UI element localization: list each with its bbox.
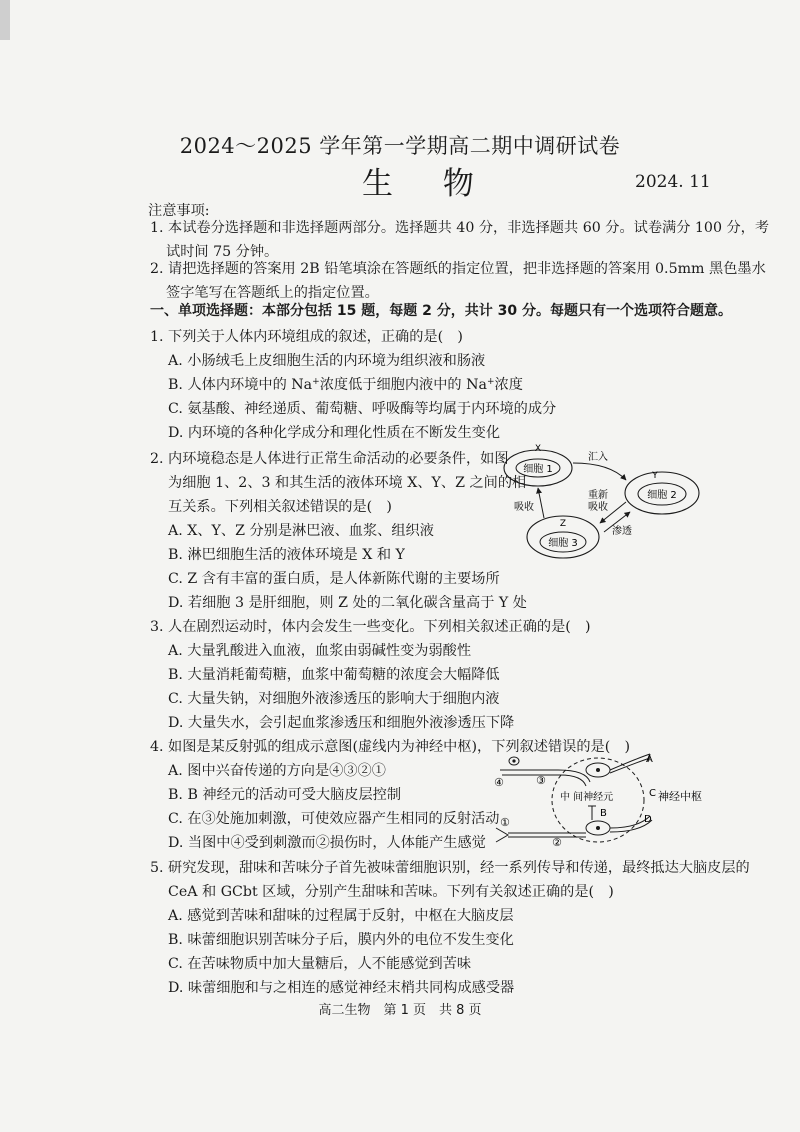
q4-option-b: B. B 神经元的活动可受大脑皮层控制 xyxy=(168,787,402,803)
q5-option-b: B. 味蕾细胞识别苦味分子后，膜内外的电位不发生变化 xyxy=(168,932,514,948)
label-a: A xyxy=(646,754,653,765)
q3-option-b: B. 大量消耗葡萄糖，血浆中葡萄糖的浓度会大幅降低 xyxy=(168,667,500,683)
q1-option-b: B. 人体内环境中的 Na+浓度低于细胞内液中的 Na+浓度 xyxy=(168,377,523,393)
notice-item-1: 1. 本试卷分选择题和非选择题两部分。选择题共 40 分，非选择题共 60 分。试卷满分 100 分，考 xyxy=(150,220,770,236)
q2-option-a: A. X、Y、Z 分别是淋巴液、血浆、组织液 xyxy=(168,523,434,539)
reflex-arc-diagram xyxy=(488,748,708,848)
label-shentou: 渗透 xyxy=(612,526,632,537)
label-xishou-left: 吸收 xyxy=(514,502,534,513)
exam-date: 2024. 11 xyxy=(635,172,711,192)
cell-3-label: 细胞 3 xyxy=(548,538,578,549)
body-fluid-diagram xyxy=(500,438,725,568)
label-4: ④ xyxy=(494,776,504,789)
q1-stem: 1. 下列关于人体内环境组成的叙述，正确的是( ) xyxy=(150,329,463,345)
label-d: D xyxy=(644,814,652,825)
q1-option-c: C. 氨基酸、神经递质、葡萄糖、呼吸酶等均属于内环境的成分 xyxy=(168,401,557,417)
q4-option-d: D. 当图中④受到刺激而②损伤时，人体能产生感觉 xyxy=(168,835,486,851)
q1-option-a: A. 小肠绒毛上皮细胞生活的内环境为组织液和肠液 xyxy=(168,353,486,369)
q4-option-c: C. 在③处施加刺激，可使效应器产生相同的反射活动 xyxy=(168,811,500,827)
q4-option-a: A. 图中兴奋传递的方向是④③②① xyxy=(168,763,386,779)
q5-option-a: A. 感觉到苦味和甜味的过程属于反射，中枢在大脑皮层 xyxy=(168,908,514,924)
scan-edge-mark xyxy=(0,0,10,40)
label-b: B xyxy=(600,808,607,819)
q2-option-d: D. 若细胞 3 是肝细胞，则 Z 处的二氧化碳含量高于 Y 处 xyxy=(168,595,527,611)
q1-option-d: D. 内环境的各种化学成分和理化性质在不断发生变化 xyxy=(168,425,501,441)
q2-stem-cont-2: 互关系。下列相关叙述错误的是( ) xyxy=(168,499,392,515)
label-1: ① xyxy=(500,816,510,829)
q5-stem-cont: CeA 和 GCbt 区域，分别产生甜味和苦味。下列有关叙述正确的是( ) xyxy=(168,884,614,900)
cell-1-label: 细胞 1 xyxy=(523,464,553,475)
label-x: X xyxy=(534,444,542,454)
label-3: ③ xyxy=(536,774,546,787)
label-c: C xyxy=(649,788,656,799)
q5-option-c: C. 在苦味物质中加大量糖后，人不能感觉到苦味 xyxy=(168,956,472,972)
q2-option-c: C. Z 含有丰富的蛋白质，是人体新陈代谢的主要场所 xyxy=(168,571,500,587)
q3-stem: 3. 人在剧烈运动时，体内会发生一些变化。下列相关叙述正确的是( ) xyxy=(150,619,591,635)
notice-item-1-cont: 试时间 75 分钟。 xyxy=(166,244,279,260)
q2-stem-cont-1: 为细胞 1、2、3 和其生活的液体环境 X、Y、Z 之间的相 xyxy=(168,475,527,491)
arrow-x-to-y xyxy=(573,463,626,480)
notice-item-2: 2. 请把选择题的答案用 2B 铅笔填涂在答题纸的指定位置，把非选择题的答案用 0.5mm 黑色墨水 xyxy=(150,261,766,277)
notice-item-2-cont: 签字笔写在答题纸上的指定位置。 xyxy=(166,285,379,301)
q5-option-d: D. 味蕾细胞和与之相连的感觉神经末梢共同构成感受器 xyxy=(168,980,515,996)
q3-option-d: D. 大量失水，会引起血浆渗透压和细胞外液渗透压下降 xyxy=(168,715,515,731)
section-heading: 一、单项选择题：本部分包括 15 题，每题 2 分，共计 30 分。每题只有一个选项符合题意。 xyxy=(150,303,732,319)
cell-2-label: 细胞 2 xyxy=(647,490,677,501)
q4-stem: 4. 如图是某反射弧的组成示意图(虚线内为神经中枢)，下列叙述错误的是( ) xyxy=(150,739,631,755)
notice-heading: 注意事项: xyxy=(148,203,210,219)
q5-stem: 5. 研究发现，甜味和苦味分子首先被味蕾细胞识别，经一系列传导和传递，最终抵达大脑皮层的 xyxy=(150,860,750,876)
label-xishou-right: 吸收 xyxy=(588,502,608,513)
label-huiru: 汇入 xyxy=(588,452,608,463)
nerve-center-label: 神经中枢 xyxy=(658,790,702,803)
exam-title: 2024～2025 学年第一学期高二期中调研试卷 xyxy=(179,134,621,158)
q2-stem: 2. 内环境稳态是人体进行正常生命活动的必要条件，如图 xyxy=(150,451,509,467)
arrow-z-to-x xyxy=(538,488,544,518)
label-chongxin: 重新 xyxy=(588,490,608,501)
page-footer: 高二生物 第 1 页 共 8 页 xyxy=(318,1003,482,1018)
q2-option-b: B. 淋巴细胞生活的液体环境是 X 和 Y xyxy=(168,547,405,563)
label-2: ② xyxy=(552,836,562,848)
label-y: Y xyxy=(652,471,658,481)
q3-option-a: A. 大量乳酸进入血液，血浆由弱碱性变为弱酸性 xyxy=(168,643,472,659)
q3-option-c: C. 大量失钠，对细胞外液渗透压的影响大于细胞内液 xyxy=(168,691,500,707)
label-z: Z xyxy=(559,519,567,529)
interneuron-label: 中 间神经元 xyxy=(560,792,614,803)
subject-title: 生 物 xyxy=(362,166,494,202)
